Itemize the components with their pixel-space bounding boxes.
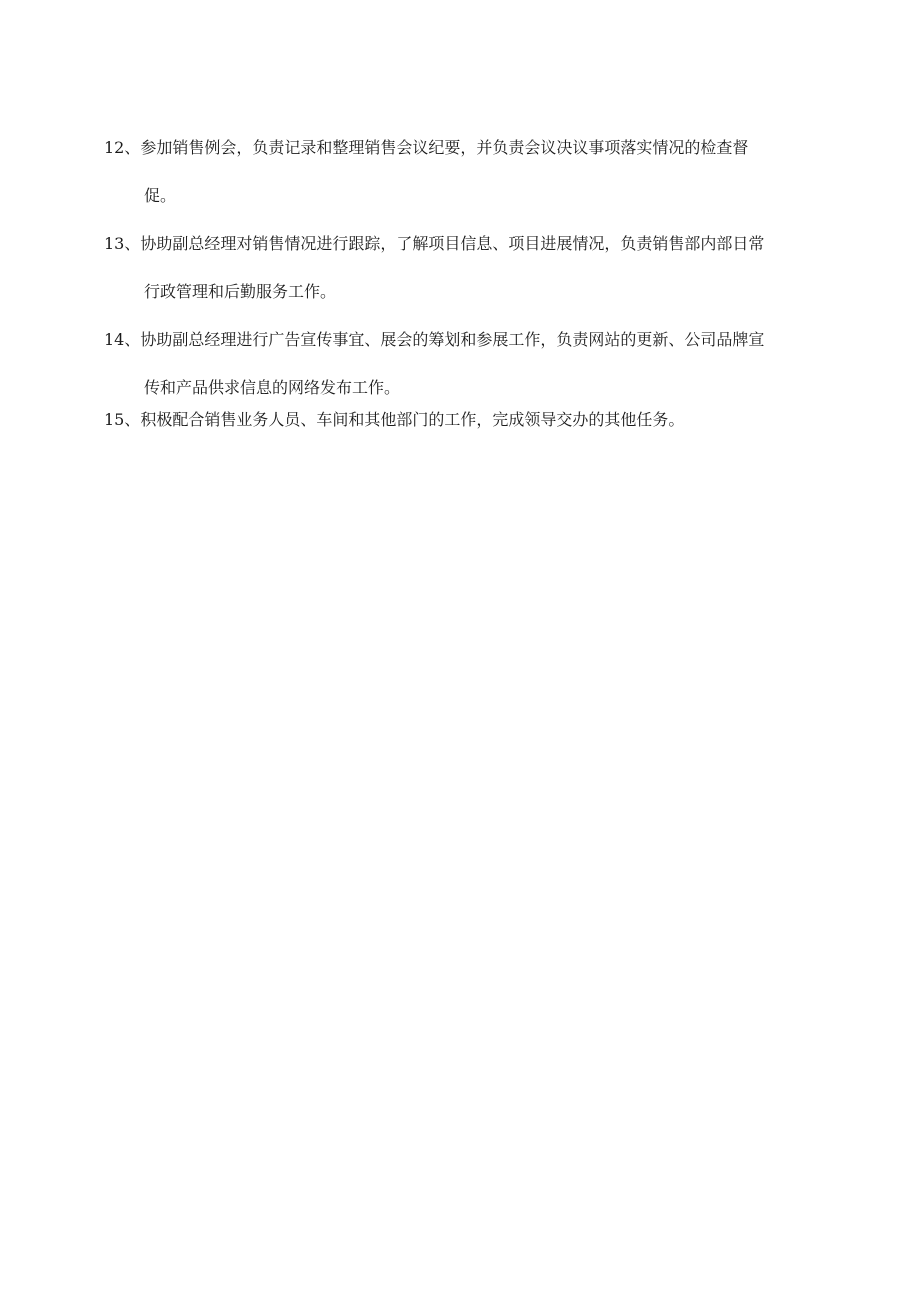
- item-text-line1: 积极配合销售业务人员、车间和其他部门的工作，完成领导交办的其他任务。: [140, 410, 685, 429]
- list-item: [104, 124, 824, 220]
- item-text-line2: 传和产品供求信息的网络发布工作。: [144, 378, 401, 397]
- item-number: 15、: [104, 410, 141, 429]
- item-text-line2: 行政管理和后勤服务工作。: [144, 282, 337, 301]
- item-number: 14、: [104, 330, 141, 349]
- item-number: 12、: [104, 138, 141, 157]
- list-item: [104, 396, 824, 444]
- list-item: [104, 220, 824, 316]
- item-text-line2: 促。: [144, 186, 177, 205]
- item-text-line1: 参加销售例会，负责记录和整理销售会议纪要，并负责会议决议事项落实情况的检查督: [140, 138, 749, 157]
- item-text-line1: 协助副总经理进行广告宣传事宜、展会的筹划和参展工作，负责网站的更新、公司品牌宣: [140, 330, 765, 349]
- item-text-line1: 协助副总经理对销售情况进行跟踪，了解项目信息、项目进展情况，负责销售部内部日常: [140, 234, 765, 253]
- item-number: 13、: [104, 234, 141, 253]
